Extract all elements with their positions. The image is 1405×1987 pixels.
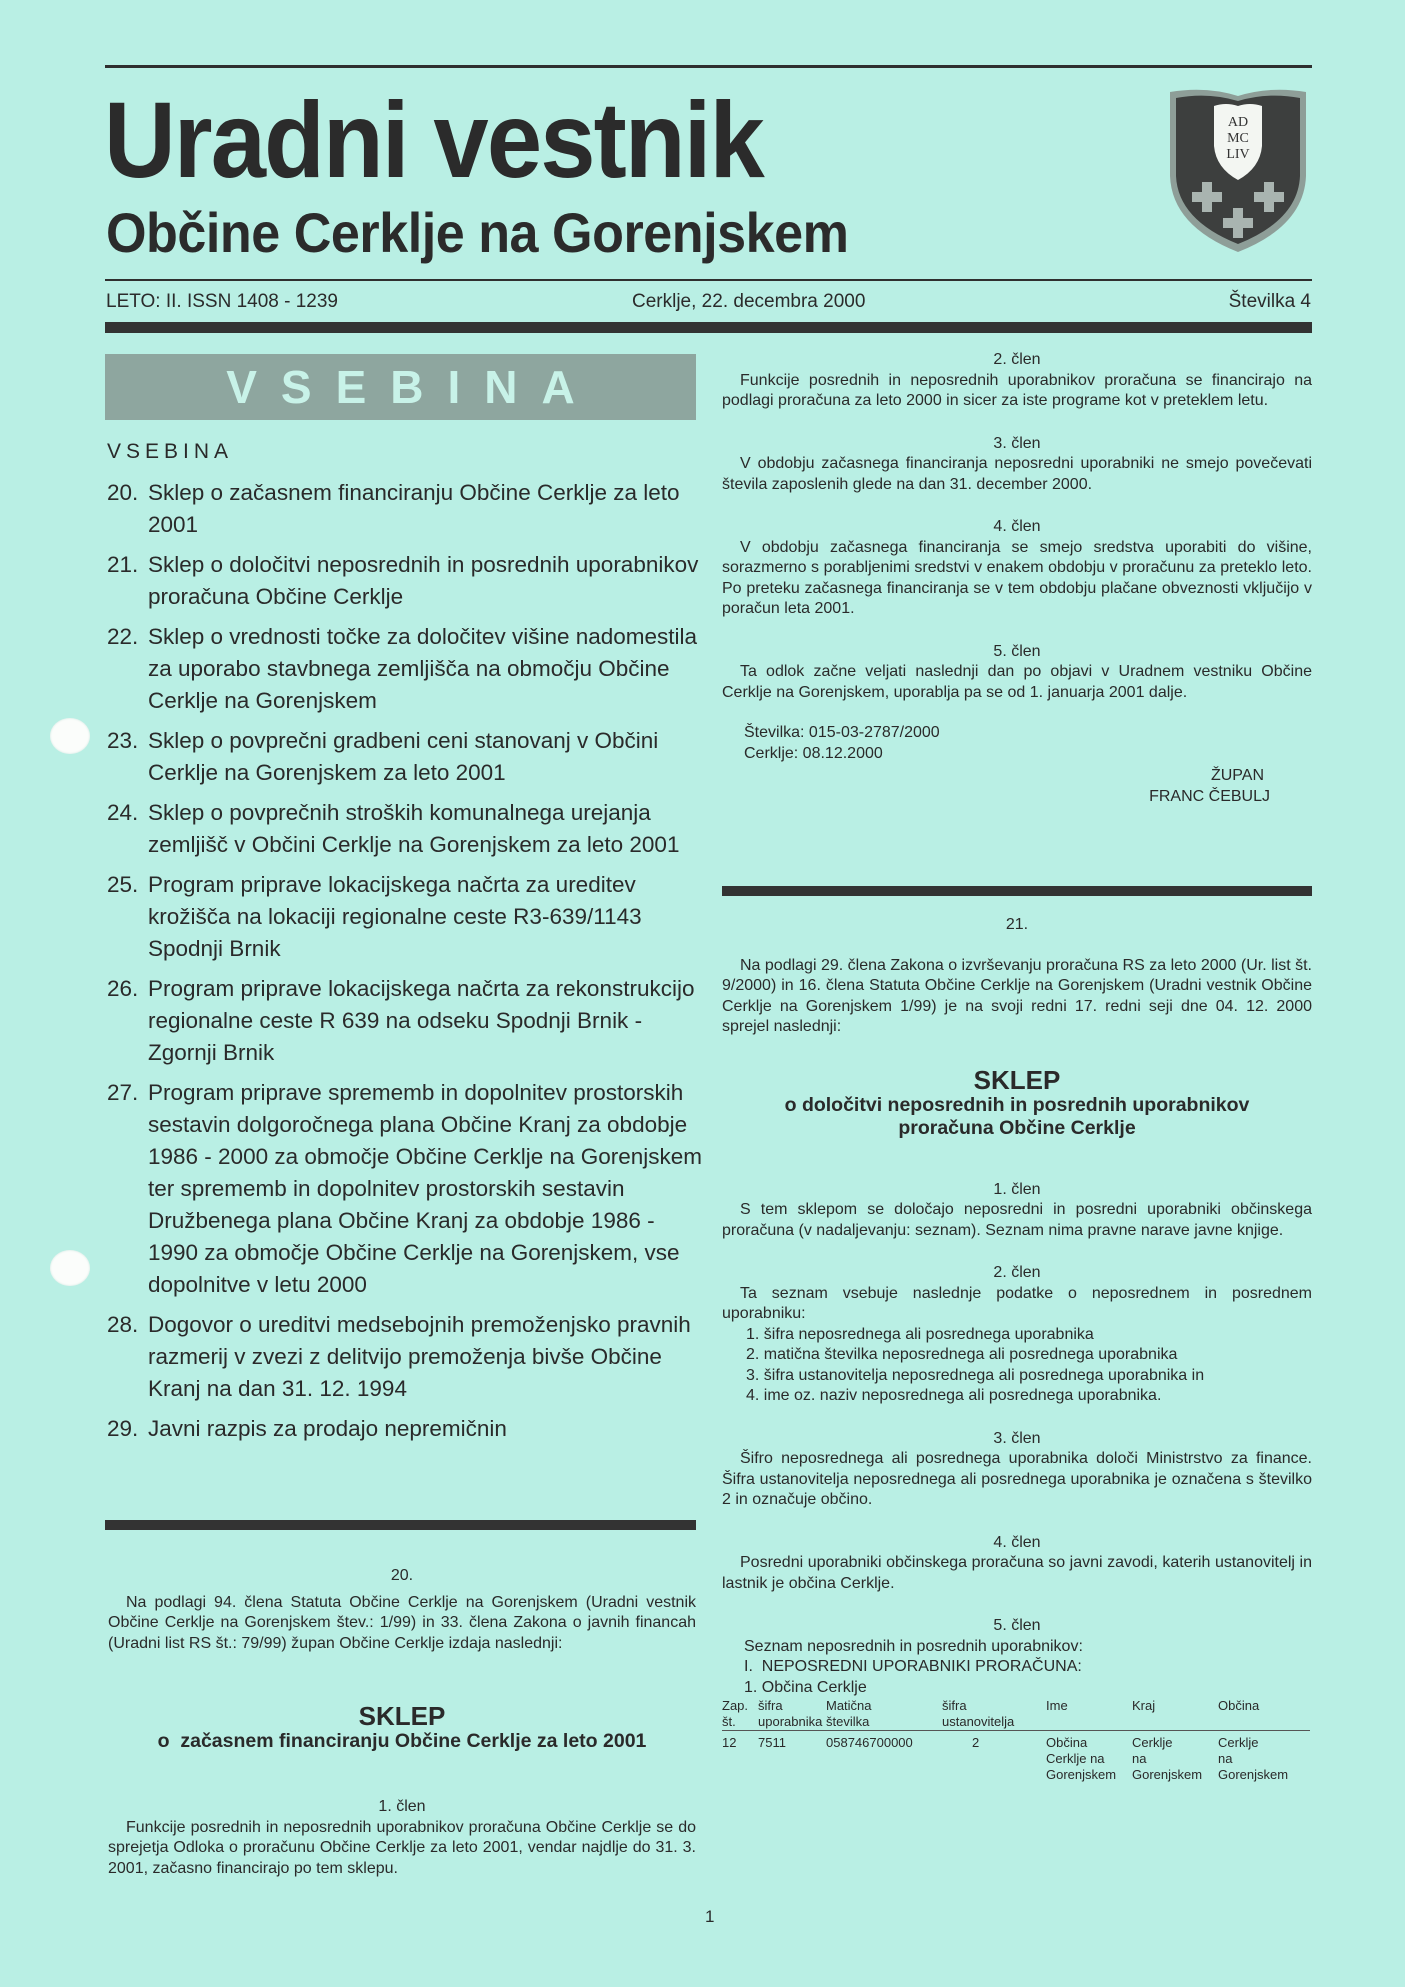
toc-item-title: Program priprave lokacijskega načrta za rekonstrukcijo regionalne ceste R 639 na odseku Spodnji Brnik - Zgornji Brnik — [148, 976, 695, 1065]
toc-item-number: 27. — [107, 1080, 139, 1105]
toc-item[interactable] — [107, 1077, 707, 1301]
toc-item-number: 28. — [107, 1312, 139, 1337]
article-label: 1. člen — [993, 1180, 1041, 1198]
column-header-sifra: šifra uporabnika — [758, 1698, 826, 1731]
act-subtitle: o začasnem financiranju Občine Cerklje za leto 2001 — [157, 1730, 647, 1752]
cell-zap: 12 — [722, 1735, 737, 1750]
cell-maticna: 058746700000 — [826, 1735, 913, 1750]
toc-item-number: 23. — [107, 728, 139, 753]
toc-item-title: Javni razpis za prodajo nepremičnin — [148, 1416, 507, 1441]
act-subtitle: o določitvi neposrednih in posrednih uporabnikov — [784, 1093, 1250, 1116]
toc-item-title: Sklep o določitvi neposrednih in posrednih uporabnikov proračuna Občine Cerklje — [148, 552, 699, 609]
contents-heading: VSEBINA — [107, 440, 234, 463]
table-of-contents — [107, 477, 707, 1453]
contents-end-rule — [105, 1520, 696, 1530]
contents-banner-text: VSEBINA — [226, 361, 599, 413]
masthead-subtitle: Občine Cerklje na Gorenjskem — [106, 201, 849, 264]
article-label: 1. člen — [378, 1798, 426, 1815]
toc-item-title: Sklep o vrednosti točke za določitev višine nadomestila za uporabo stavbnega zemljišča na območju Občine Cerklje na Gorenjskem — [148, 624, 698, 713]
column-header-kraj: Kraj — [1132, 1698, 1218, 1731]
toc-item-number: 22. — [107, 624, 139, 649]
article-text: Seznam neposrednih in posrednih uporabnikov: — [744, 1637, 1083, 1655]
article-text: 1. Občina Cerklje — [744, 1678, 867, 1696]
toc-item-number: 24. — [107, 800, 139, 825]
masthead-title: Uradni vestnik — [104, 79, 763, 200]
table-header-row — [722, 1698, 1310, 1731]
toc-item[interactable] — [107, 797, 707, 861]
reference-number: Številka: 015-03-2787/2000 — [744, 724, 940, 741]
list-item: 3. šifra ustanovitelja neposrednega ali posrednega uporabnika in — [746, 1366, 1205, 1384]
punch-hole — [50, 718, 90, 754]
signer-name: FRANC ČEBULJ — [1149, 787, 1270, 805]
toc-item-title: Program priprave lokacijskega načrta za ureditev krožišča na lokaciji regionalne ceste R3-639/1143 Spodnji Brnik — [148, 872, 642, 961]
crest-motto-line: LIV — [1226, 147, 1250, 162]
article-label: 5. člen — [993, 642, 1041, 660]
list-item: 4. ime oz. naziv neposrednega ali posrednega uporabnika. — [746, 1387, 1162, 1404]
act-separator-rule — [722, 886, 1312, 896]
contents-banner — [105, 354, 696, 420]
act-number: 21. — [1005, 916, 1029, 933]
toc-item[interactable] — [107, 1413, 707, 1445]
toc-item-number: 26. — [107, 976, 139, 1001]
act-title: SKLEP — [973, 1064, 1061, 1095]
list-item: 2. matična številka neposrednega ali posrednega uporabnika — [746, 1346, 1178, 1363]
article-label: 3. člen — [993, 1429, 1041, 1447]
article-text: V obdobju začasnega financiranja se smejo sredstva uporabiti do višine, sorazmerno s porabljenimi sredstvi v enakem obdobju v proračunu za preteklo leto. Po preteku začasnega financiranja se v tem obdobju plačane obveznosti vključijo v poračun leta 2001. — [722, 538, 1312, 617]
issue-number: Številka 4 — [1228, 291, 1311, 312]
article-text: I. NEPOSREDNI UPORABNIKI PRORAČUNA: — [744, 1658, 1082, 1675]
column-header-ime: Ime — [1046, 1698, 1132, 1731]
toc-item[interactable] — [107, 725, 707, 789]
column-header-obcina: Občina — [1218, 1698, 1310, 1731]
toc-item-title: Sklep o povprečni gradbeni ceni stanovanj v Občini Cerklje na Gorenjskem za leto 2001 — [148, 728, 659, 785]
cell-kraj: Cerklje na Gorenjskem — [1132, 1735, 1203, 1782]
act-subtitle: proračuna Občine Cerklje — [898, 1116, 1136, 1139]
article-label: 3. člen — [993, 434, 1041, 452]
article-text: Ta seznam vsebuje naslednje podatke o neposrednem in posrednem uporabniku: — [722, 1284, 1312, 1322]
toc-item[interactable] — [107, 869, 707, 965]
toc-item-title: Sklep o povprečnih stroških komunalnega urejanja zemljišč v Občini Cerklje na Gorenjskem za leto 2001 — [148, 800, 680, 857]
column-header-ustanovitelj: šifra ustanovitelja — [942, 1698, 1046, 1731]
toc-item-number: 21. — [107, 552, 139, 577]
article-label: 4. člen — [993, 1533, 1041, 1551]
crest-motto-line: AD — [1227, 115, 1249, 130]
coat-of-arms — [1166, 86, 1310, 254]
cell-ime: Občina Cerklje na Gorenjskem — [1046, 1735, 1117, 1782]
toc-item[interactable] — [107, 973, 707, 1069]
article-label: 2. člen — [993, 1264, 1041, 1281]
list-item: 1. šifra neposrednega ali posrednega uporabnika — [746, 1325, 1094, 1343]
issue-year-issn: LETO: II. ISSN 1408 - 1239 — [106, 291, 338, 312]
column-header-zap: Zap. št. — [722, 1698, 758, 1731]
article-text: V obdobju začasnega financiranja neposredni uporabniki ne smejo povečevati števila zaposlenih glede na dan 31. december 2000. — [722, 455, 1312, 493]
toc-item-number: 20. — [107, 480, 139, 505]
act-21 — [722, 915, 1312, 1783]
header-thick-rule — [105, 322, 1312, 333]
article-text: Posredni uporabniki občinskega proračuna so javni zavodi, katerih ustanovitelj in lastnik je občina Cerklje. — [722, 1554, 1312, 1592]
cell-ustanovitelj: 2 — [972, 1735, 980, 1750]
act-preamble: Na podlagi 29. člena Zakona o izvrševanju proračuna RS za leto 2000 (Ur. list št. 9/2000) in 16. člena Statuta Občine Cerklje na Gorenjskem (Uradni vestnik Občine Cerklje na Gorenjskem 1/99) je na svoji redni 17. redni seji dne 04. 12. 2000 sprejel naslednji: — [722, 956, 1312, 1035]
article-text: Funkcije posrednih in neposrednih uporabnikov proračuna Občine Cerklje se do sprejetja Odloka o proračunu Občine Cerklje za leto 2001, vendar najdlje do 31. 3. 2001, začasno financirajo po tem sklepu. — [108, 1818, 696, 1877]
act-preamble: Na podlagi 94. člena Statuta Občine Cerklje na Gorenjskem (Uradni vestnik Občine Cerklje na Gorenjskem štev.: 1/99) in 33. člena Zakona o javnih financah (Uradni list RS št.: 79/99) župan Občine Cerklje izdaja naslednji: — [108, 1593, 696, 1652]
toc-item-title: Dogovor o ureditvi medsebojnih premoženjsko pravnih razmerij v zvezi z delitvijo premoženja bivše Občine Kranj na dan 31. 12. 1994 — [148, 1312, 691, 1401]
article-text: S tem sklepom se določajo neposredni in posredni uporabniki občinskega proračuna (v nadaljevanju: seznam). Seznam nima pravne narave javne knjige. — [722, 1201, 1312, 1239]
cell-obcina: Cerklje na Gorenjskem — [1218, 1735, 1289, 1782]
page-number: 1 — [705, 1907, 715, 1926]
signer-title: ŽUPAN — [1210, 767, 1264, 784]
cell-sifra: 7511 — [758, 1735, 786, 1750]
act-title: SKLEP — [358, 1701, 446, 1731]
budget-users-table — [722, 1698, 1310, 1783]
masthead-rule — [105, 279, 1312, 281]
column-header-maticna: Matična številka — [826, 1698, 942, 1731]
act-number: 20. — [390, 1567, 414, 1584]
toc-item-number: 29. — [107, 1416, 139, 1441]
toc-item[interactable] — [107, 477, 707, 541]
article-label: 2. člen — [993, 351, 1041, 368]
crest-motto-line: MC — [1227, 131, 1249, 146]
punch-hole — [50, 1250, 90, 1286]
toc-item[interactable] — [107, 549, 707, 613]
article-label: 5. člen — [993, 1617, 1041, 1634]
article-text: Funkcije posrednih in neposrednih uporabnikov proračuna se financirajo na podlagi proračuna za leto 2000 in sicer za iste programe kot v preteklem letu. — [722, 371, 1312, 409]
toc-item[interactable] — [107, 621, 707, 717]
toc-item-title: Sklep o začasnem financiranju Občine Cerklje za leto 2001 — [148, 480, 680, 537]
act-20-continued — [722, 350, 1312, 807]
article-text: Ta odlok začne veljati naslednji dan po objavi v Uradnem vestniku Občine Cerklje na Gorenjskem, uporablja pa se od 1. januarja 2001 dalje. — [722, 663, 1312, 701]
reference-date: Cerklje: 08.12.2000 — [744, 744, 883, 762]
table-row — [722, 1731, 1310, 1784]
issue-place-date: Cerklje, 22. decembra 2000 — [632, 291, 866, 312]
act-20-start — [108, 1566, 696, 1879]
toc-item[interactable] — [107, 1309, 707, 1405]
article-label: 4. člen — [993, 518, 1041, 535]
top-rule — [105, 65, 1312, 68]
toc-item-title: Program priprave sprememb in dopolnitev prostorskih sestavin dolgoročnega plana Občine Kranj za obdobje 1986 - 2000 za območje Občine Cerklje na Gorenjskem ter sprememb in dopolnitev prostorskih sestavin Družbenega plana Občine Kranj za obdobje 1986 - 1990 za območje Občine Cerklje na Gorenjskem, vse dopolnitve v letu 2000 — [148, 1080, 703, 1297]
toc-item-number: 25. — [107, 872, 139, 897]
article-text: Šifro neposrednega ali posrednega uporabnika določi Ministrstvo za finance. Šifra ustanovitelja neposrednega ali posrednega uporabnika je označena s številko 2 in označuje občino. — [722, 1450, 1312, 1508]
